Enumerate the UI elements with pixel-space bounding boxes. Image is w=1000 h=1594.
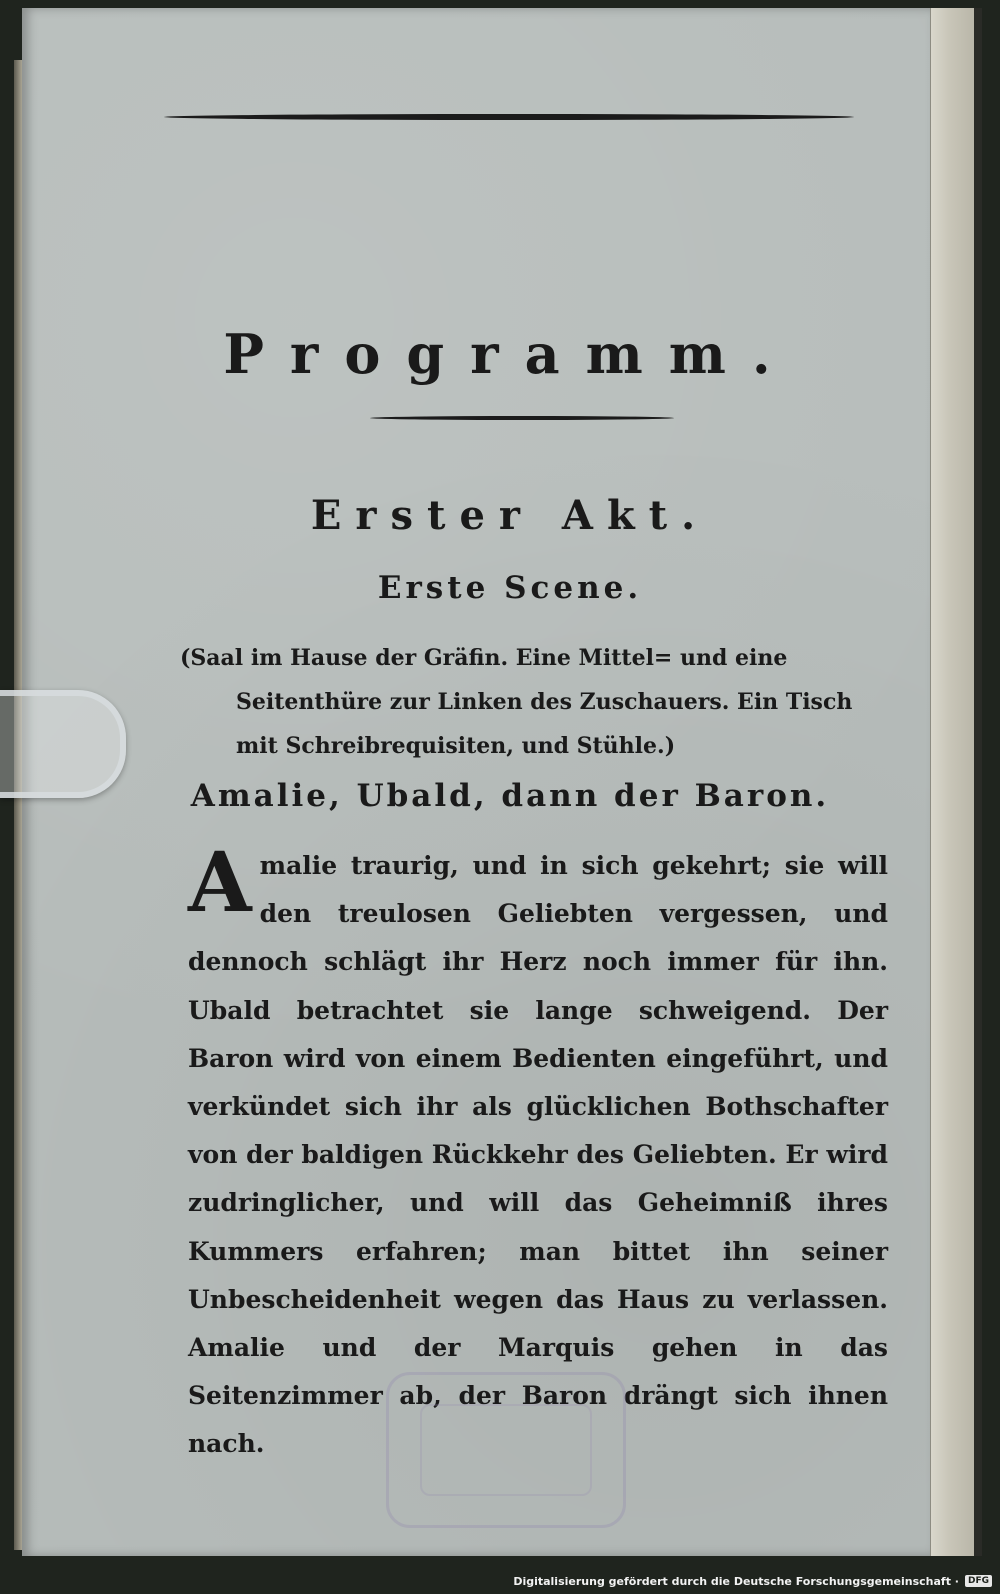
scene-heading: Erste Scene.	[377, 570, 643, 606]
stage-direction: (Saal im Hause der Gräfin. Eine Mittel= und eine Seitenthüre zur Linken des Zuschauers. Ein Tisch mit Schreibrequisiten, und Stühle.)	[180, 645, 853, 759]
scene-description-text: malie traurig, und in sich gekehrt; sie will den treulosen Geliebten vergessen, und dennoch schlägt ihr Herz noch immer für ihn. Ubald betrachtet sie lange schweigend. Der Baron wird von einem Bedienten eingeführt, und verkündet sich ihr als glücklichen Bothschafter von der baldigen Rückkehr des Geliebten. Er wird zudringlicher, und will das Geheimniß ihres Kummers erfahren; man bittet ihn seiner Unbescheidenheit wegen das Haus zu verlassen. Amalie und der Marquis gehen in das Seitenzimmer ab, der Baron drängt sich ihnen nach.	[188, 851, 888, 1459]
page-title: Programm.	[223, 322, 797, 386]
title-divider-rule	[370, 416, 674, 420]
act-heading: Erster Akt.	[310, 492, 710, 539]
top-divider-rule	[164, 114, 854, 120]
page-edge-shadow	[974, 8, 982, 1556]
library-stamp-inner	[420, 1404, 592, 1496]
characters-line: Amalie, Ubald, dann der Baron.	[190, 778, 830, 814]
dfg-logo-icon: DFG	[965, 1575, 992, 1587]
footer-credit: Digitalisierung gefördert durch die Deutsche Forschungsgemeinschaft ·	[513, 1574, 959, 1588]
page-stack-edge	[930, 8, 975, 1556]
drop-cap: A	[188, 835, 252, 931]
digitization-footer	[513, 1572, 992, 1590]
paper-clip	[0, 690, 126, 798]
